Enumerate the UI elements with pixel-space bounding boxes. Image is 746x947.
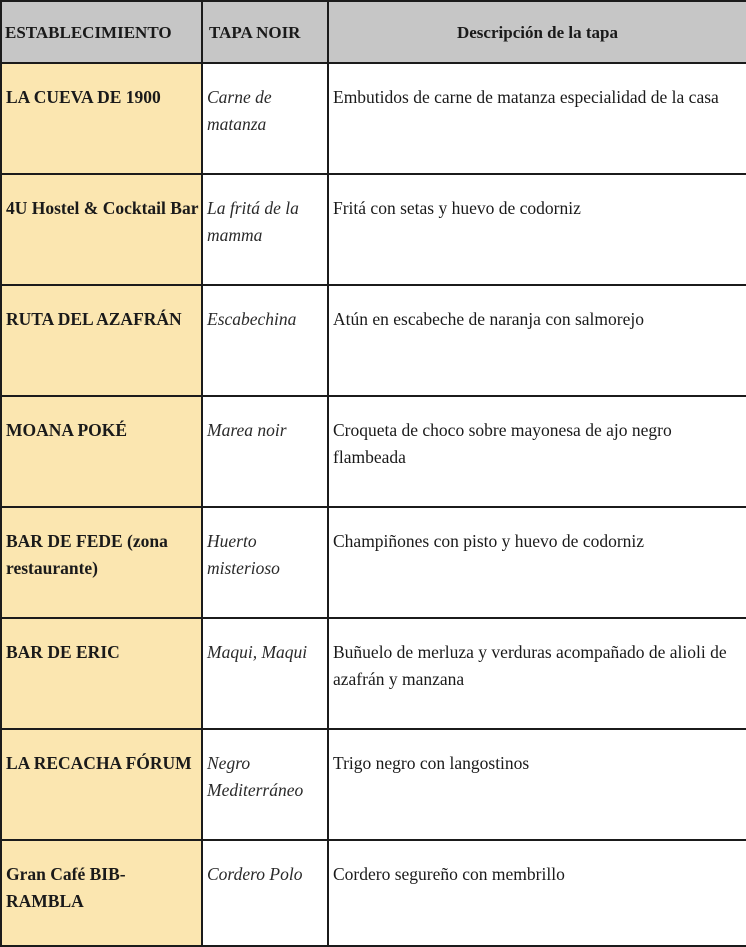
tapa-cell: Huerto misterioso bbox=[202, 507, 328, 618]
header-tapa-noir: TAPA NOIR bbox=[202, 1, 328, 63]
descripcion-cell: Trigo negro con langostinos bbox=[328, 729, 746, 840]
tapa-cell: Escabechina bbox=[202, 285, 328, 396]
table-row bbox=[1, 285, 746, 396]
establecimiento-cell: 4U Hostel & Cocktail Bar bbox=[1, 174, 202, 285]
establecimiento-cell: Gran Café BIB-RAMBLA bbox=[1, 840, 202, 946]
descripcion-cell: Croqueta de choco sobre mayonesa de ajo negro flambeada bbox=[328, 396, 746, 507]
tapa-cell: Negro Mediterráneo bbox=[202, 729, 328, 840]
descripcion-cell: Buñuelo de merluza y verduras acompañado de alioli de azafrán y manzana bbox=[328, 618, 746, 729]
table-row bbox=[1, 396, 746, 507]
establecimiento-cell: BAR DE ERIC bbox=[1, 618, 202, 729]
table-row bbox=[1, 729, 746, 840]
establecimiento-cell: RUTA DEL AZAFRÁN bbox=[1, 285, 202, 396]
header-row bbox=[1, 1, 746, 63]
header-establecimiento: ESTABLECIMIENTO bbox=[1, 1, 202, 63]
establecimiento-cell: LA RECACHA FÓRUM bbox=[1, 729, 202, 840]
table-row bbox=[1, 63, 746, 174]
descripcion-cell: Embutidos de carne de matanza especialidad de la casa bbox=[328, 63, 746, 174]
table-row bbox=[1, 174, 746, 285]
tapa-cell: La fritá de la mamma bbox=[202, 174, 328, 285]
header-descripcion: Descripción de la tapa bbox=[328, 1, 746, 63]
tapa-cell: Cordero Polo bbox=[202, 840, 328, 946]
establecimiento-cell: LA CUEVA DE 1900 bbox=[1, 63, 202, 174]
establecimiento-cell: MOANA POKÉ bbox=[1, 396, 202, 507]
descripcion-cell: Fritá con setas y huevo de codorniz bbox=[328, 174, 746, 285]
descripcion-cell: Atún en escabeche de naranja con salmorejo bbox=[328, 285, 746, 396]
table-row bbox=[1, 840, 746, 946]
table-row bbox=[1, 618, 746, 729]
table-row bbox=[1, 507, 746, 618]
tapa-cell: Carne de matanza bbox=[202, 63, 328, 174]
tapa-cell: Maqui, Maqui bbox=[202, 618, 328, 729]
descripcion-cell: Champiñones con pisto y huevo de codorniz bbox=[328, 507, 746, 618]
establecimiento-cell: BAR DE FEDE (zona restaurante) bbox=[1, 507, 202, 618]
descripcion-cell: Cordero segureño con membrillo bbox=[328, 840, 746, 946]
tapa-cell: Marea noir bbox=[202, 396, 328, 507]
